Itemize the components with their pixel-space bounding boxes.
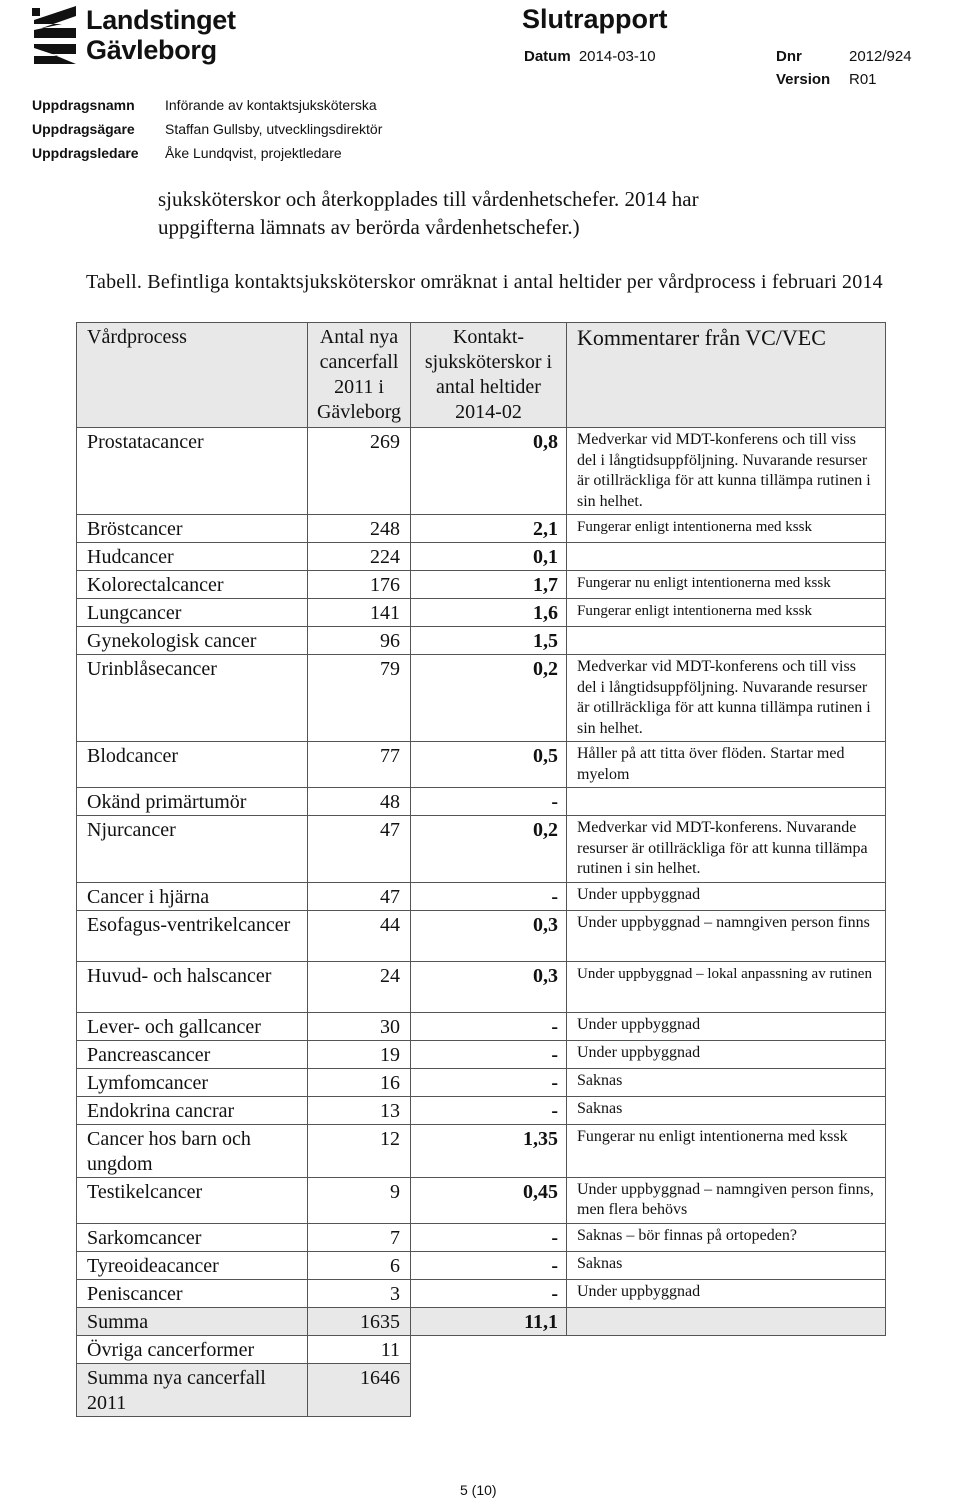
comment-cell: Fungerar enligt intentionerna med kssk [567, 515, 886, 543]
assignment-leader-value: Åke Lundqvist, projektledare [165, 145, 342, 161]
table-row [77, 571, 886, 599]
comment-cell: Medverkar vid MDT-konferens och till viss del i långtidsuppföljning. Nuvarande resurser är otillräckliga för att kunna tillämpa rutinen i sin helhet. [567, 655, 886, 742]
assignment-leader-label: Uppdragsledare [32, 145, 139, 161]
fte-cell: 0,5 [411, 742, 567, 788]
intro-line: sjuksköterskor och återkopplades till vårdenhetschefer. 2014 har [158, 187, 699, 211]
fte-cell: 1,35 [411, 1124, 567, 1177]
comment-cell: Under uppbyggnad [567, 1279, 886, 1307]
cases-cell: 269 [308, 428, 411, 515]
fte-cell: - [411, 1251, 567, 1279]
assignment-row [32, 141, 382, 165]
table-row [77, 1096, 886, 1124]
assignment-row [32, 117, 382, 141]
total-label-cell: Summa nya cancerfall 2011 [77, 1363, 308, 1416]
fte-cell: 0,3 [411, 961, 567, 1012]
table-row [77, 1068, 886, 1096]
table-row [77, 816, 886, 883]
other-cases-cell: 11 [308, 1335, 411, 1363]
process-cell: Lymfomcancer [77, 1068, 308, 1096]
page-number: 5 (10) [460, 1482, 497, 1498]
fte-cell: 1,7 [411, 571, 567, 599]
cases-cell: 48 [308, 788, 411, 816]
comment-cell: Medverkar vid MDT-konferens. Nuvarande resurser är otillräckliga för att kunna tillämpa rutinen i sin helhet. [567, 816, 886, 883]
fte-cell: - [411, 788, 567, 816]
datum-field [524, 48, 656, 65]
process-cell: Lungcancer [77, 599, 308, 627]
fte-cell: - [411, 882, 567, 910]
fte-cell: - [411, 1279, 567, 1307]
cases-cell: 47 [308, 816, 411, 883]
blank-cell [411, 1363, 886, 1416]
table-row [77, 742, 886, 788]
comment-cell: Saknas [567, 1068, 886, 1096]
table-row [77, 1223, 886, 1251]
comment-cell: Håller på att titta över flöden. Startar med myelom [567, 742, 886, 788]
table-row [77, 515, 886, 543]
cases-cell: 248 [308, 515, 411, 543]
col-header-process: Vårdprocess [77, 323, 308, 428]
cases-cell: 47 [308, 882, 411, 910]
cases-cell: 96 [308, 627, 411, 655]
dnr-label: Dnr [776, 48, 802, 65]
total-new-cases-row [77, 1363, 886, 1416]
document-type-title: Slutrapport [522, 4, 668, 34]
cases-cell: 6 [308, 1251, 411, 1279]
dnr-field [776, 48, 912, 65]
cases-cell: 44 [308, 910, 411, 961]
organization-logo [32, 4, 262, 66]
table-header-row [77, 323, 886, 428]
comment-cell [567, 543, 886, 571]
datum-value: 2014-03-10 [578, 48, 656, 65]
process-cell: Cancer i hjärna [77, 882, 308, 910]
comment-cell [567, 627, 886, 655]
process-cell: Njurcancer [77, 816, 308, 883]
process-cell: Hudcancer [77, 543, 308, 571]
table-row [77, 882, 886, 910]
other-cancers-row [77, 1335, 886, 1363]
comment-cell: Fungerar enligt intentionerna med kssk [567, 599, 886, 627]
comment-cell [567, 788, 886, 816]
process-cell: Esofagus-ventrikelcancer [77, 910, 308, 961]
table-row [77, 961, 886, 1012]
table-row [77, 1177, 886, 1223]
version-field [776, 71, 877, 88]
comment-cell: Saknas [567, 1251, 886, 1279]
fte-cell: 0,1 [411, 543, 567, 571]
assignment-owner-label: Uppdragsägare [32, 121, 135, 137]
summa-comment-cell [567, 1307, 886, 1335]
summa-label-cell: Summa [77, 1307, 308, 1335]
fte-cell: - [411, 1223, 567, 1251]
fte-cell: 0,45 [411, 1177, 567, 1223]
cases-cell: 176 [308, 571, 411, 599]
table-row [77, 1279, 886, 1307]
process-cell: Lever- och gallcancer [77, 1012, 308, 1040]
fte-cell: 1,5 [411, 627, 567, 655]
table-row [77, 543, 886, 571]
table-row [77, 599, 886, 627]
table-row [77, 1040, 886, 1068]
assignment-name-label: Uppdragsnamn [32, 97, 135, 113]
table-caption: Tabell. Befintliga kontaktsjuksköterskor omräknat i antal heltider per vårdprocess i februari 2014 [86, 271, 883, 293]
comment-cell: Under uppbyggnad [567, 1012, 886, 1040]
cases-cell: 24 [308, 961, 411, 1012]
cases-cell: 19 [308, 1040, 411, 1068]
table-row [77, 910, 886, 961]
contact-nurse-table [76, 322, 886, 1417]
table-row [77, 627, 886, 655]
version-value: R01 [849, 71, 877, 88]
comment-cell: Fungerar nu enligt intentionerna med kssk [567, 1124, 886, 1177]
fte-cell: - [411, 1040, 567, 1068]
process-cell: Blodcancer [77, 742, 308, 788]
fte-cell: - [411, 1012, 567, 1040]
comment-cell: Medverkar vid MDT-konferens och till viss del i långtidsuppföljning. Nuvarande resurser är otillräckliga för att kunna tillämpa rutinen i sin helhet. [567, 428, 886, 515]
intro-line: uppgifterna lämnats av berörda vårdenhetschefer.) [158, 215, 580, 239]
process-cell: Bröstcancer [77, 515, 308, 543]
process-cell: Huvud- och halscancer [77, 961, 308, 1012]
fte-cell: 0,8 [411, 428, 567, 515]
fte-cell: 1,6 [411, 599, 567, 627]
cases-cell: 13 [308, 1096, 411, 1124]
other-label-cell: Övriga cancerformer [77, 1335, 308, 1363]
summa-row [77, 1307, 886, 1335]
fte-cell: 0,2 [411, 655, 567, 742]
table-row [77, 1251, 886, 1279]
process-cell: Pancreascancer [77, 1040, 308, 1068]
datum-label: Datum [524, 48, 571, 65]
process-cell: Endokrina cancrar [77, 1096, 308, 1124]
fte-cell: - [411, 1068, 567, 1096]
process-cell: Prostatacancer [77, 428, 308, 515]
col-header-comments: Kommentarer från VC/VEC [567, 323, 886, 428]
comment-cell: Saknas [567, 1096, 886, 1124]
version-label: Version [776, 71, 831, 88]
table-row [77, 1012, 886, 1040]
comment-cell: Under uppbyggnad – namngiven person finns, men flera behövs [567, 1177, 886, 1223]
comment-cell: Under uppbyggnad – namngiven person finns [567, 910, 886, 961]
cases-cell: 224 [308, 543, 411, 571]
cases-cell: 30 [308, 1012, 411, 1040]
comment-cell: Under uppbyggnad [567, 1040, 886, 1068]
org-name-line2: Gävleborg [86, 35, 217, 65]
cases-cell: 16 [308, 1068, 411, 1096]
table-row [77, 1124, 886, 1177]
assignment-info [32, 93, 382, 165]
assignment-row [32, 93, 382, 117]
summa-cases-cell: 1635 [308, 1307, 411, 1335]
org-name-line1: Landstinget [86, 5, 236, 35]
process-cell: Kolorectalcancer [77, 571, 308, 599]
cases-cell: 7 [308, 1223, 411, 1251]
process-cell: Sarkomcancer [77, 1223, 308, 1251]
summa-fte-cell: 11,1 [411, 1307, 567, 1335]
fte-cell: 0,2 [411, 816, 567, 883]
assignment-owner-value: Staffan Gullsby, utvecklingsdirektör [165, 121, 383, 137]
col-header-fte: Kontakt-sjuksköterskor i antal heltider 2014-02 [411, 323, 567, 428]
cases-cell: 3 [308, 1279, 411, 1307]
process-cell: Urinblåsecancer [77, 655, 308, 742]
process-cell: Cancer hos barn och ungdom [77, 1124, 308, 1177]
process-cell: Testikelcancer [77, 1177, 308, 1223]
comment-cell: Fungerar nu enligt intentionerna med kssk [567, 571, 886, 599]
cases-cell: 12 [308, 1124, 411, 1177]
cases-cell: 79 [308, 655, 411, 742]
col-header-cases: Antal nya cancerfall 2011 i Gävleborg [308, 323, 411, 428]
process-cell: Tyreoideacancer [77, 1251, 308, 1279]
process-cell: Okänd primärtumör [77, 788, 308, 816]
fte-cell: 0,3 [411, 910, 567, 961]
dnr-value: 2012/924 [849, 48, 912, 65]
blank-cell [411, 1335, 886, 1363]
comment-cell: Saknas – bör finnas på ortopeden? [567, 1223, 886, 1251]
table-row [77, 428, 886, 515]
total-cases-cell: 1646 [308, 1363, 411, 1416]
cases-cell: 77 [308, 742, 411, 788]
fte-cell: - [411, 1096, 567, 1124]
intro-paragraph [158, 185, 699, 241]
table-body [77, 428, 886, 1417]
cases-cell: 141 [308, 599, 411, 627]
fte-cell: 2,1 [411, 515, 567, 543]
cases-cell: 9 [308, 1177, 411, 1223]
comment-cell: Under uppbyggnad – lokal anpassning av rutinen [567, 961, 886, 1012]
table-row [77, 788, 886, 816]
table-row [77, 655, 886, 742]
process-cell: Gynekologisk cancer [77, 627, 308, 655]
process-cell: Peniscancer [77, 1279, 308, 1307]
comment-cell: Under uppbyggnad [567, 882, 886, 910]
assignment-name-value: Införande av kontaktsjuksköterska [165, 97, 377, 113]
logo-mark-icon [32, 4, 80, 66]
